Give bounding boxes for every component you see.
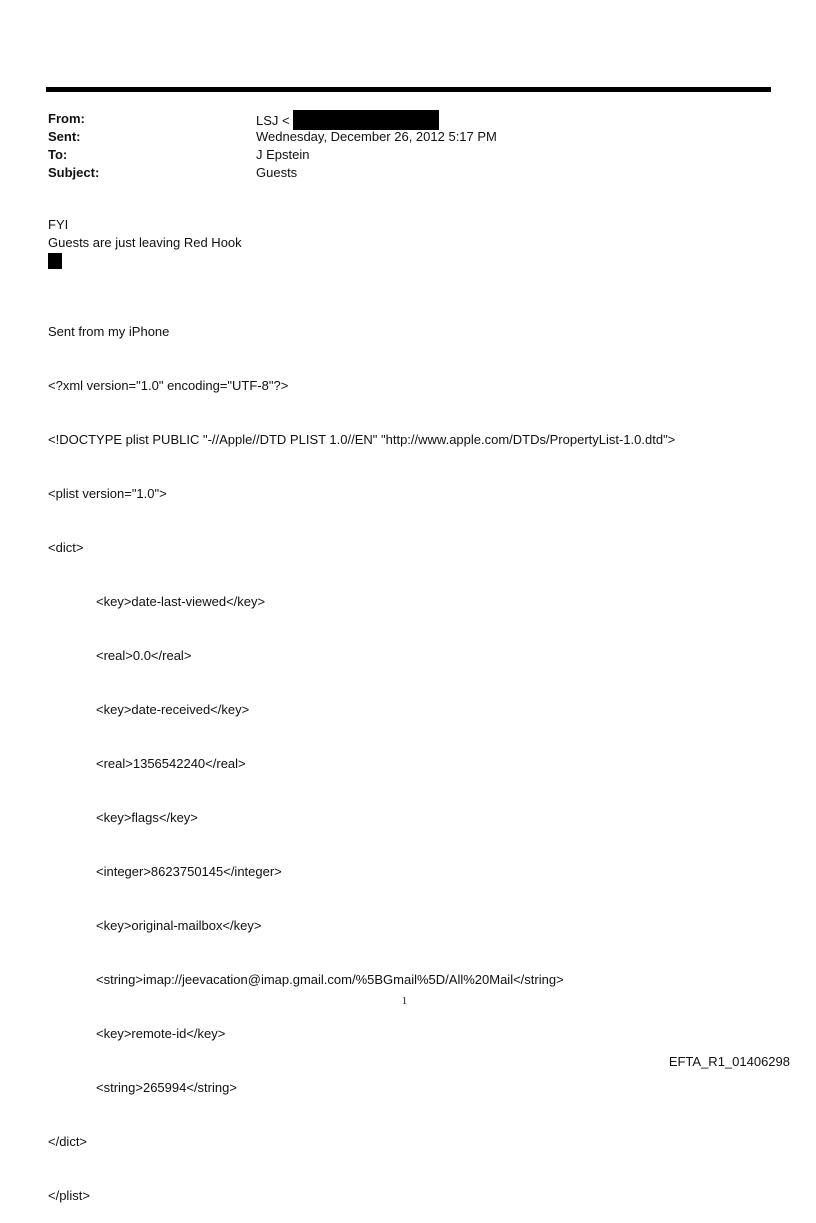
email-header bbox=[48, 110, 748, 182]
plist-line: <key>date-last-viewed</key> bbox=[96, 594, 266, 609]
plist-line: <string>265994</string> bbox=[96, 1080, 237, 1095]
plist-line: <plist version="1.0"> bbox=[48, 486, 167, 501]
plist-line: <real>0.0</real> bbox=[96, 648, 192, 663]
plist-line: </dict> bbox=[48, 1134, 88, 1149]
plist-line: <dict> bbox=[48, 540, 84, 555]
plist-line: <key>date-received</key> bbox=[96, 702, 250, 717]
plist-line: <?xml version="1.0" encoding="UTF-8"?> bbox=[48, 378, 289, 393]
plist-line: <string>imap://jeevacation@imap.gmail.com/%5BGmail%5D/All%20Mail</string> bbox=[96, 972, 564, 987]
plist-line: <integer>8623750145</integer> bbox=[96, 864, 282, 879]
plist-block bbox=[48, 287, 675, 1223]
sent-value: Wednesday, December 26, 2012 5:17 PM bbox=[256, 129, 497, 144]
from-label: From: bbox=[48, 111, 85, 126]
redaction-box bbox=[293, 110, 439, 130]
plist-line: <!DOCTYPE plist PUBLIC "-//Apple//DTD PLIST 1.0//EN" "http://www.apple.com/DTDs/PropertyList-1.0.dtd"> bbox=[48, 432, 676, 447]
plist-line: <key>flags</key> bbox=[96, 810, 198, 825]
plist-line: <real>1356542240</real> bbox=[96, 756, 246, 771]
body-line-2: Guests are just leaving Red Hook bbox=[48, 235, 242, 250]
to-row bbox=[48, 146, 748, 164]
email-body bbox=[48, 216, 242, 269]
to-label: To: bbox=[48, 147, 68, 162]
header-rule bbox=[46, 87, 771, 92]
from-value bbox=[256, 110, 439, 128]
subject-label: Subject: bbox=[48, 165, 100, 180]
sent-row bbox=[48, 128, 748, 146]
redaction-box-small bbox=[48, 253, 62, 269]
body-line-1: FYI bbox=[48, 217, 69, 232]
plist-line: <key>original-mailbox</key> bbox=[96, 918, 262, 933]
sent-label: Sent: bbox=[48, 129, 81, 144]
signature-line: Sent from my iPhone bbox=[48, 324, 170, 339]
subject-row bbox=[48, 164, 748, 182]
plist-line: <key>remote-id</key> bbox=[96, 1026, 226, 1041]
from-sender: LSJ < bbox=[256, 113, 290, 128]
to-value: J Epstein bbox=[256, 147, 310, 162]
document-id: EFTA_R1_01406298 bbox=[668, 1054, 790, 1069]
subject-value: Guests bbox=[256, 165, 298, 180]
page-number: 1 bbox=[402, 996, 407, 1007]
plist-line: </plist> bbox=[48, 1188, 90, 1203]
from-row bbox=[48, 110, 748, 128]
